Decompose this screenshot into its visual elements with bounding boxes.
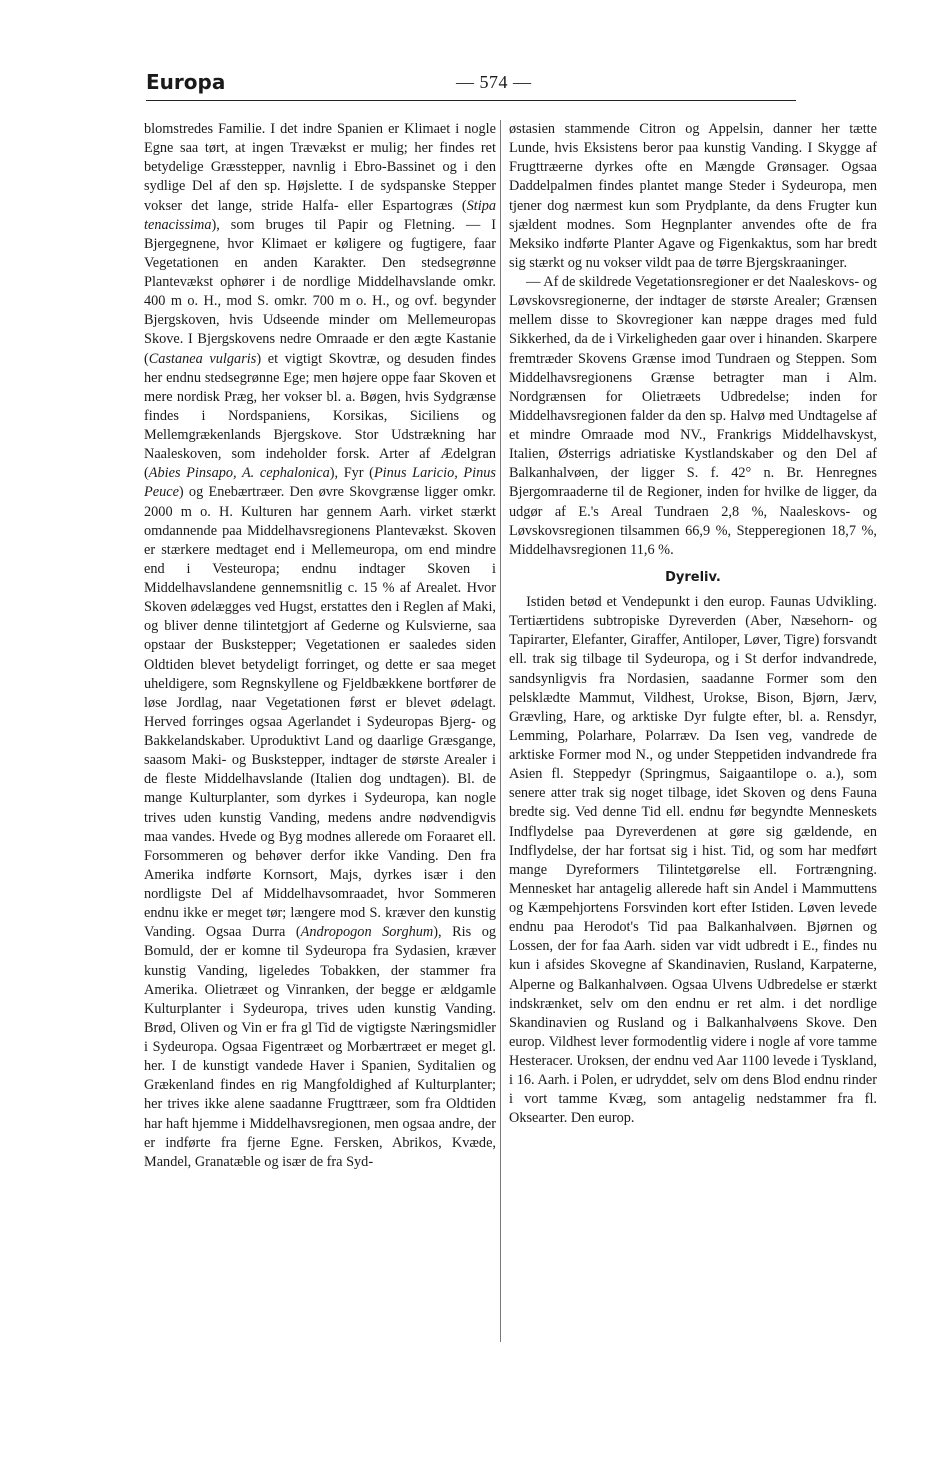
right-column [509,120,877,1129]
body-paragraph: blomstredes Familie. I det indre Spanien er Klimaet i nogle Egne saa tørt, at ingen Trævækst er mulig; her findes ret betydelige Græsstepper, navnlig i Ebro-Bassinet og i den sydlige Del af den sp. Højslette. I de sydspanske Stepper vokser det lange, stride Halfa- eller Espartogræs (Stipa tenacissima), som bruges til Papir og Fletning. — I Bjergegnene, hvor Klimaet er køligere og fugtigere, faar Vegetationen en anden Karakter. Den stedsegrønne Plantevækst ophører i de nordlige Middelhavslande omkr. 400 m o. H., mod S. omkr. 700 m o. H., og ovf. begynder Bjergskoven, hvis Udseende minder om Mellemeuropas Skove. I Bjergskovens nedre Omraade er den ægte Kastanie (Castanea vulgaris) et vigtigt Skovtræ, og desuden findes her endnu stedsegrønne Ege; men højere oppe faar Skoven et mere nordisk Præg, her vokser bl. a. Bøgen, hvis Sydgrænse findes i Nordspaniens, Korsikas, Siciliens og Mellemgrækenlands Bjergskove. Stor Udstrækning har Naaleskoven, som indeholder forsk. Arter af Ædelgran (Abies Pinsapo, A. cephalonica), Fyr (Pinus Laricio, Pinus Peuce) og Enebærtræer. Den øvre Skovgrænse ligger omkr. 2000 m o. H. Kulturen har gennem Aarh. virket stærkt omdannende paa Middelhavsregionens Plantevækst. Skoven er stærkere medtaget end i Mellemeuropa, om end mindre end i Vesteuropa; endnu indtager Skoven i Middelhavslandene gennemsnitlig c. 15 % af Arealet. Hvor Skoven ødelægges ved Hugst, erstattes den i Reglen af Maki, og bliver denne tilintetgjort af Gederne og Kulsvierne, saa opstaar der Buskstepper; Vegetationen er saaledes siden Oldtiden blevet betydeligt forringet, og dette er saa meget uheldigere, som Regnskyllene og Fjeldbækkene bortfører de løse Jordlag, naar Vegetationen først er blevet ødelagt. Herved forringes ogsaa Agerlandet i Sydeuropas Bjerg- og Bakkelandskaber. Uproduktivt Land og daarlige Græsgange, saasom Maki- og Buskstepper, indtager de største Arealer i de fleste Middelhavslande (Italien dog undtagen). Bl. de mange Kulturplanter, som dyrkes i Sydeuropa, kan nogle trives uden kunstig Vanding, medens andre nødvendigvis maa vandes. Hvede og Byg modnes allerede om Foraaret ell. Forsommeren og behøver derfor ikke Vanding. Den fra Amerika indførte Kornsort, Majs, dyrkes især i den nordligste Del af Middelhavsomraadet, hvor Sommeren endnu ikke er meget tør; længere mod S. kræver den kunstig Vanding. Ogsaa Durra (Andropogon Sorghum), Ris og Bomuld, der er komne til Sydeuropa fra Sydasien, kræver kunstig Vanding, ligeledes Tobakken, der stammer fra Amerika. Olietræet og Vinranken, der begge er ældgamle Kulturplanter i Sydeuropa, trives uden kunstig Vanding. Brød, Oliven og Vin er fra gl Tid de vigtigste Næringsmidler i Sydeuropa. Ogsaa Figentræet og Morbærtræet er meget gl. her. I de kunstigt vandede Haver i Spanien, Syditalien og Grækenland findes en rig Mangfoldighed af Kulturplanter; her trives ikke alene saadanne Frugttræer, som fra Oldtiden har haft hjemme i Middelhavsregionen, men ogsaa andre, der er indførte fra fjerne Egne. Fersken, Abrikos, Kvæde, Mandel, Granatæble og især de fra Syd- [144,121,497,1170]
left-column [144,120,496,1172]
page-number: — 574 — [456,72,532,92]
body-paragraph: østasien stammende Citron og Appelsin, danner her tætte Lunde, hvis Eksistens beror paa kunstig Vanding. I Skygge af Frugttræerne dyrkes ofte en Mængde Grønsager. Ogsaa Daddelpalmen findes plantet mange Steder i Sydeuropa, men tjener dog nærmest kun som Prydplante, da dens Frugter kun sjældent modnes. Som Hegnplanter anvendes ofte de fra Meksiko indførte Planter Agave og Figenkaktus, som har bredt sig stærkt og nu vokser vildt paa de tørre Bjergskraaninger. [509,121,877,271]
header-rule [146,100,796,101]
section-heading: Dyreliv. [665,569,721,585]
body-paragraph: — Af de skildrede Vegetationsregioner er det Naaleskovs- og Løvskovsregionerne, der indtager de største Arealer; Grænsen mellem disse to Skovregioner kan næppe drages med fuld Sikkerhed, da de i Virkeligheden gaar over i hinanden. Skarpere fremtræder Skovens Grænse imod Tundraen og Steppen. Som Middelhavsregionens Grænse betragter man i Alm. Nordgrænsen for Olietræets Udbredelse; inden for Middelhavsregionen falder da den sp. Halvø med Undtagelse af et mindre Omraade mod NV., Frankrigs Middelhavskyst, Italien, Østerrigs adriatiske Kystlandskaber og den Del af Balkanhalvøen, der ligger S. f. 42° n. Br. Henregnes Bjergomraaderne til de Regioner, inden for hvilke de ligger, da udgør af E.'s Areal Tundraen 2,8 %, Naaleskovs- og Løvskovsregionen tilsammen 66,9 %, Stepperegionen 18,7 %, Middelhavsregionen 11,6 %. [509,274,877,558]
page-header [146,70,796,100]
column-divider [500,120,501,1342]
running-title: Europa [146,70,226,94]
body-paragraph: Istiden betød et Vendepunkt i den europ. Faunas Udvikling. Tertiærtidens subtropiske Dyreverden (Aber, Næsehorn- og Tapirarter, Elefanter, Giraffer, Antiloper, Løver, Tigre) forsvandt ell. trak sig tilbage til Sydeuropa, og i St derfor indvandrede, sandsynligvis fra Nordasien, saadanne Former som den pelsklædte Mammut, Vildhest, Urokse, Bison, Bjørn, Jærv, Grævling, Hare, og arktiske Dyr fulgte efter, bl. a. Rensdyr, Lemming, Polarhare, Polarræv. Da Isen veg, vandrede de arktiske Former mod N., og under Steppetiden indvandrede fra Asien fl. Steppedyr (Springmus, Saigaantilope o. a.), som senere atter trak sig noget tilbage, idet Skoven og dens Fauna bredte sig. Ved denne Tid ell. endnu før begyndte Menneskets Indflydelse paa Dyreverdenen at gøre sig gældende, en Indflydelse, der har fortsat sig i hist. Tid, og som har medført mange Dyreformers Tilintetgørelse ell. Fortrængning. Mennesket har antagelig allerede haft sin Andel i Mammuttens og Kæmpehjortens Forsvinden kort efter Istiden. Løven levede endnu paa Herodot's Tid paa Balkanhalvøen. Bjørnen og Lossen, der for faa Aarh. siden var vidt udbredt i E., findes nu kun i afsides Skovegne af Skandinavien, Rusland, Karpaterne, Alperne og Balkanhalvøen. Ogsaa Ulvens Udbredelse er stærkt indskrænket, selv om den endnu er ret alm. i det nordlige Skandinavien og Rusland og i Balkanhalvøens Skove. Den europ. Vildhest lever formodentlig videre i nogle af vore tamme Hesteracer. Uroksen, der endnu ved Aar 1100 levede i Tyskland, i 16. Aarh. i Polen, er udryddet, selv om dens Blod endnu rinder i vort tamme Kvæg, som antagelig nedstammer fra fl. Oksearter. Den europ. [509,594,877,1127]
